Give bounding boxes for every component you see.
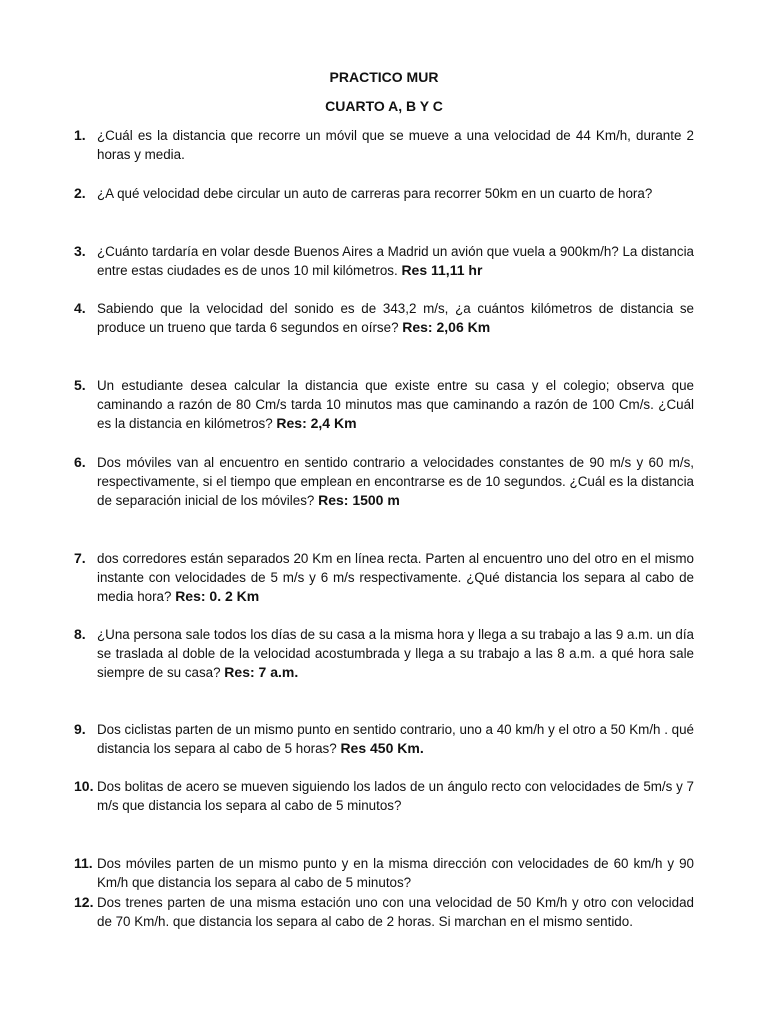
question-answer: Res: 0. 2 Km (175, 588, 260, 605)
question-answer: Res: 7 a.m. (224, 664, 299, 681)
page-subtitle: CUARTO A, B Y C (325, 98, 443, 114)
question-text: ¿A qué velocidad debe circular un auto de carreras para recorrer 50km en un cuarto de hora? (97, 186, 653, 201)
question-8 (74, 625, 694, 683)
question-1 (74, 126, 694, 164)
question-answer: Res: 2,06 Km (402, 319, 491, 336)
question-3 (74, 242, 694, 280)
question-number: 11. (74, 855, 93, 871)
question-answer: Res 450 Km. (340, 740, 424, 757)
question-number: 9. (74, 721, 86, 737)
question-number: 5. (74, 377, 86, 393)
question-5 (74, 376, 694, 434)
question-text: Dos bolitas de acero se mueven siguiendo los lados de un ángulo recto con velocidades de 5m/s y 7 m/s que distancia los separa al cabo de 5 minutos? (97, 779, 694, 814)
question-text: dos corredores están separados 20 Km en línea recta. Parten al encuentro uno del otro en el mismo instante con velocidades de 5 m/s y 6 m/s respectivamente. ¿Qué distancia los separa al cabo de media hora? (97, 551, 694, 605)
question-12 (74, 893, 694, 931)
question-number: 4. (74, 300, 86, 316)
question-9 (74, 720, 694, 758)
question-text: Sabiendo que la velocidad del sonido es de 343,2 m/s, ¿a cuántos kilómetros de distancia se produce un trueno que tarda 6 segundos en oírse? (97, 301, 694, 336)
question-7 (74, 549, 694, 607)
question-text: Dos móviles van al encuentro en sentido contrario a velocidades constantes de 90 m/s y 60 m/s, respectivamente, si el tiempo que emplean en encontrarse es de 10 segundos. ¿Cuál es la distancia de separación inicial de los móviles? (97, 455, 694, 509)
question-text: ¿Cuánto tardaría en volar desde Buenos Aires a Madrid un avión que vuela a 900km/h? La distancia entre estas ciudades es de unos 10 mil kilómetros. (97, 244, 694, 279)
question-answer: Res: 2,4 Km (276, 415, 357, 432)
question-text: ¿Una persona sale todos los días de su casa a la misma hora y llega a su trabajo a las 9 a.m. un día se traslada al doble de la velocidad acostumbrada y llega a su trabajo a las 8 a.m. a qué hora sale siempre de su casa? (97, 627, 694, 681)
question-number: 8. (74, 626, 86, 642)
question-4 (74, 299, 694, 337)
page-title: PRACTICO MUR (329, 69, 439, 85)
question-11 (74, 854, 694, 892)
question-number: 7. (74, 550, 86, 566)
question-number: 2. (74, 185, 86, 201)
question-number: 12. (74, 894, 94, 910)
question-text: Un estudiante desea calcular la distancia que existe entre su casa y el colegio; observa que caminando a razón de 80 Cm/s tarda 10 minutos mas que caminando a razón de 100 Cm/s. ¿Cuál es la distancia en kilómetros? (97, 378, 694, 432)
question-6 (74, 453, 694, 511)
question-number: 6. (74, 454, 86, 470)
question-2 (74, 184, 694, 203)
question-number: 10. (74, 778, 94, 794)
question-text: Dos móviles parten de un mismo punto y en la misma dirección con velocidades de 60 km/h y 90 Km/h que distancia los separa al cabo de 5 minutos? (97, 856, 694, 891)
question-number: 3. (74, 243, 86, 259)
question-10 (74, 777, 694, 815)
question-answer: Res 11,11 hr (401, 262, 483, 279)
question-text: ¿Cuál es la distancia que recorre un móvil que se mueve a una velocidad de 44 Km/h, durante 2 horas y media. (97, 128, 694, 163)
question-text: Dos ciclistas parten de un mismo punto en sentido contrario, uno a 40 km/h y el otro a 50 Km/h . qué distancia los separa al cabo de 5 horas? (97, 722, 694, 757)
question-answer: Res: 1500 m (318, 492, 400, 509)
question-text: Dos trenes parten de una misma estación uno con una velocidad de 50 Km/h y otro con velocidad de 70 Km/h. que distancia los separa al cabo de 2 horas. Si marchan en el mismo sentido. (97, 895, 694, 930)
question-number: 1. (74, 127, 86, 143)
